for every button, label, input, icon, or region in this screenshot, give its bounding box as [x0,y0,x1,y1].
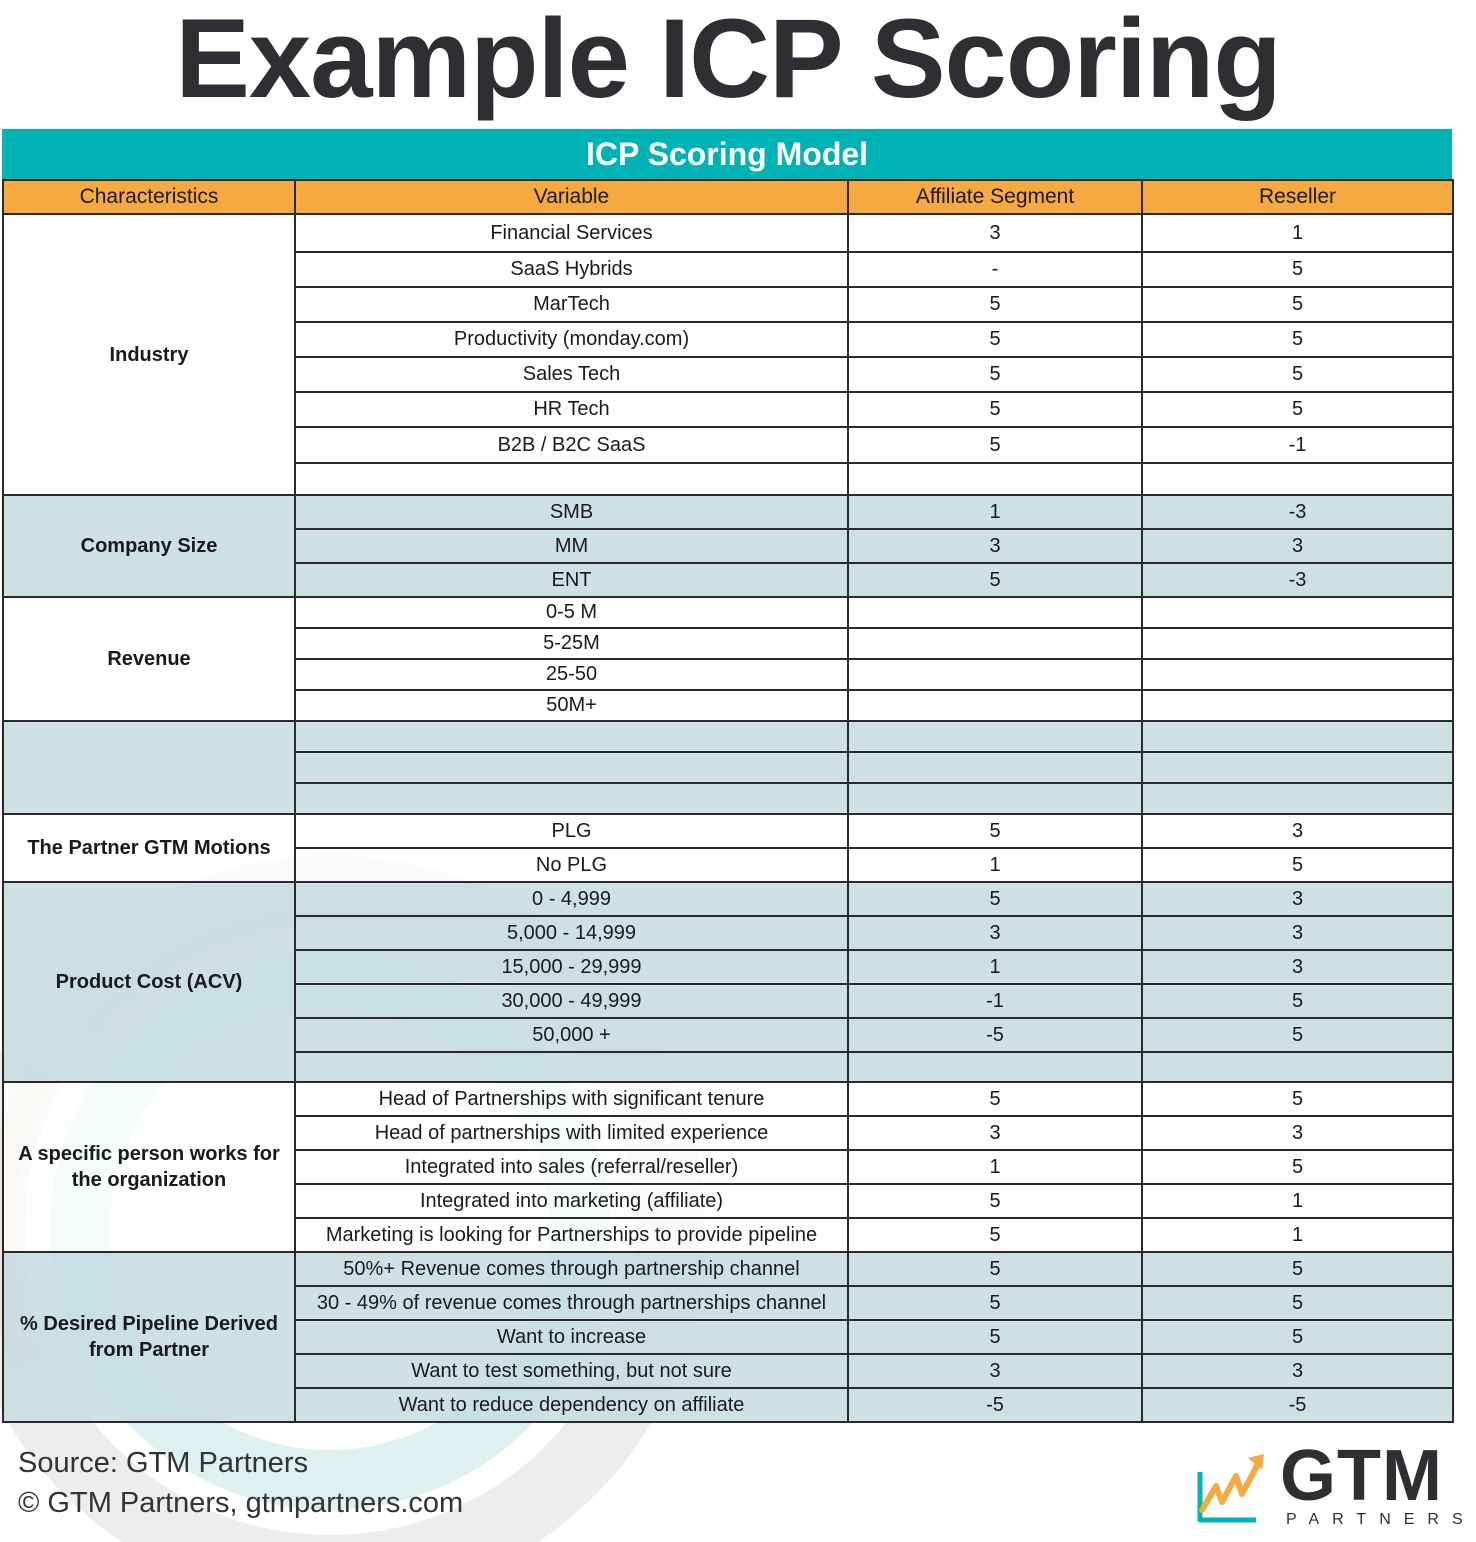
reseller-score-cell [1142,628,1453,659]
variable-cell: Sales Tech [295,357,848,392]
growth-arrow-icon [1194,1446,1272,1524]
table-banner: ICP Scoring Model [2,129,1452,179]
affiliate-score-cell [848,463,1142,495]
affiliate-score-cell: 5 [848,1218,1142,1252]
footer-source: Source: GTM Partners [18,1447,309,1479]
reseller-score-cell [1142,752,1453,783]
affiliate-score-cell [848,690,1142,721]
reseller-score-cell: 3 [1142,950,1453,984]
header-row [3,180,1453,214]
reseller-score-cell: -1 [1142,427,1453,463]
affiliate-score-cell: 5 [848,392,1142,427]
variable-cell: Productivity (monday.com) [295,322,848,357]
table-row [3,882,1453,916]
variable-cell: Head of Partnerships with significant tenure [295,1082,848,1116]
reseller-score-cell: 5 [1142,392,1453,427]
affiliate-score-cell: 3 [848,1116,1142,1150]
variable-cell: Want to reduce dependency on affiliate [295,1388,848,1422]
affiliate-score-cell [848,783,1142,814]
affiliate-score-cell: -5 [848,1388,1142,1422]
table-row [3,721,1453,752]
affiliate-score-cell [848,597,1142,628]
reseller-score-cell: 5 [1142,252,1453,287]
variable-cell: B2B / B2C SaaS [295,427,848,463]
variable-cell: Integrated into marketing (affiliate) [295,1184,848,1218]
icp-scoring-table [2,129,1452,1423]
characteristic-cell: Company Size [3,495,295,597]
affiliate-score-cell: 1 [848,950,1142,984]
variable-cell: 5-25M [295,628,848,659]
characteristic-cell: The Partner GTM Motions [3,814,295,882]
reseller-score-cell: 5 [1142,1320,1453,1354]
variable-cell: No PLG [295,848,848,882]
variable-cell: 25-50 [295,659,848,690]
variable-cell: Want to increase [295,1320,848,1354]
table-row [3,1252,1453,1286]
affiliate-score-cell: 1 [848,848,1142,882]
affiliate-score-cell: 5 [848,1184,1142,1218]
affiliate-score-cell: 5 [848,1252,1142,1286]
affiliate-score-cell: 3 [848,529,1142,563]
affiliate-score-cell [848,752,1142,783]
table-row [3,495,1453,529]
header-characteristics: Characteristics [3,180,295,214]
reseller-score-cell: 5 [1142,848,1453,882]
variable-cell: 0 - 4,999 [295,882,848,916]
reseller-score-cell: 3 [1142,882,1453,916]
affiliate-score-cell: 5 [848,287,1142,322]
reseller-score-cell [1142,721,1453,752]
affiliate-score-cell: -1 [848,984,1142,1018]
characteristic-cell: % Desired Pipeline Derived from Partner [3,1252,295,1422]
variable-cell: HR Tech [295,392,848,427]
affiliate-score-cell: 5 [848,1320,1142,1354]
affiliate-score-cell: 5 [848,882,1142,916]
affiliate-score-cell: 1 [848,495,1142,529]
reseller-score-cell: 1 [1142,1184,1453,1218]
affiliate-score-cell: 5 [848,1286,1142,1320]
variable-cell: SaaS Hybrids [295,252,848,287]
reseller-score-cell: 5 [1142,1286,1453,1320]
reseller-score-cell: 5 [1142,1150,1453,1184]
reseller-score-cell: 5 [1142,1252,1453,1286]
variable-cell: 5,000 - 14,999 [295,916,848,950]
reseller-score-cell: 5 [1142,1082,1453,1116]
variable-cell: Financial Services [295,214,848,252]
reseller-score-cell: 3 [1142,814,1453,848]
reseller-score-cell: 3 [1142,1116,1453,1150]
reseller-score-cell [1142,659,1453,690]
affiliate-score-cell: 5 [848,427,1142,463]
characteristic-cell: A specific person works for the organization [3,1082,295,1252]
variable-cell: MarTech [295,287,848,322]
variable-cell [295,463,848,495]
affiliate-score-cell: 3 [848,1354,1142,1388]
affiliate-score-cell: 5 [848,322,1142,357]
reseller-score-cell: 3 [1142,529,1453,563]
reseller-score-cell: 5 [1142,1018,1453,1052]
variable-cell: 50M+ [295,690,848,721]
reseller-score-cell: 3 [1142,1354,1453,1388]
variable-cell: 30,000 - 49,999 [295,984,848,1018]
variable-cell: PLG [295,814,848,848]
reseller-score-cell: 5 [1142,287,1453,322]
variable-cell [295,1052,848,1082]
reseller-score-cell [1142,463,1453,495]
affiliate-score-cell [848,659,1142,690]
reseller-score-cell: 1 [1142,214,1453,252]
variable-cell: 30 - 49% of revenue comes through partnerships channel [295,1286,848,1320]
reseller-score-cell: 5 [1142,357,1453,392]
reseller-score-cell: 5 [1142,322,1453,357]
affiliate-score-cell: 5 [848,814,1142,848]
scoring-grid [2,179,1454,1423]
variable-cell [295,752,848,783]
characteristic-cell: Product Cost (ACV) [3,882,295,1082]
characteristic-cell: Industry [3,214,295,495]
affiliate-score-cell: 5 [848,357,1142,392]
reseller-score-cell: 1 [1142,1218,1453,1252]
reseller-score-cell [1142,783,1453,814]
logo-tagline: PARTNERS [1286,1511,1476,1528]
variable-cell: 50%+ Revenue comes through partnership channel [295,1252,848,1286]
variable-cell: SMB [295,495,848,529]
reseller-score-cell: -3 [1142,563,1453,597]
variable-cell: Integrated into sales (referral/reseller) [295,1150,848,1184]
reseller-score-cell [1142,690,1453,721]
affiliate-score-cell: - [848,252,1142,287]
affiliate-score-cell [848,1052,1142,1082]
affiliate-score-cell [848,721,1142,752]
variable-cell: 15,000 - 29,999 [295,950,848,984]
reseller-score-cell: 3 [1142,916,1453,950]
affiliate-score-cell: 5 [848,1082,1142,1116]
reseller-score-cell: 5 [1142,984,1453,1018]
variable-cell: Marketing is looking for Partnerships to provide pipeline [295,1218,848,1252]
affiliate-score-cell: -5 [848,1018,1142,1052]
affiliate-score-cell: 3 [848,214,1142,252]
table-row [3,814,1453,848]
characteristic-cell: Revenue [3,597,295,721]
affiliate-score-cell: 5 [848,563,1142,597]
variable-cell: MM [295,529,848,563]
header-reseller: Reseller [1142,180,1453,214]
affiliate-score-cell: 1 [848,1150,1142,1184]
reseller-score-cell [1142,597,1453,628]
affiliate-score-cell: 3 [848,916,1142,950]
variable-cell: Want to test something, but not sure [295,1354,848,1388]
table-row [3,214,1453,252]
logo-wordmark: GTM [1280,1436,1443,1516]
affiliate-score-cell [848,628,1142,659]
table-row [3,1082,1453,1116]
variable-cell: 50,000 + [295,1018,848,1052]
table-row [3,597,1453,628]
characteristic-cell [3,721,295,814]
gtm-partners-logo [1194,1436,1476,1532]
reseller-score-cell [1142,1052,1453,1082]
page-title: Example ICP Scoring [175,0,1281,121]
reseller-score-cell: -5 [1142,1388,1453,1422]
variable-cell [295,721,848,752]
variable-cell: Head of partnerships with limited experience [295,1116,848,1150]
variable-cell [295,783,848,814]
header-variable: Variable [295,180,848,214]
reseller-score-cell: -3 [1142,495,1453,529]
variable-cell: ENT [295,563,848,597]
footer-copyright: © GTM Partners, gtmpartners.com [18,1487,464,1519]
variable-cell: 0-5 M [295,597,848,628]
header-affiliate-segment: Affiliate Segment [848,180,1142,214]
